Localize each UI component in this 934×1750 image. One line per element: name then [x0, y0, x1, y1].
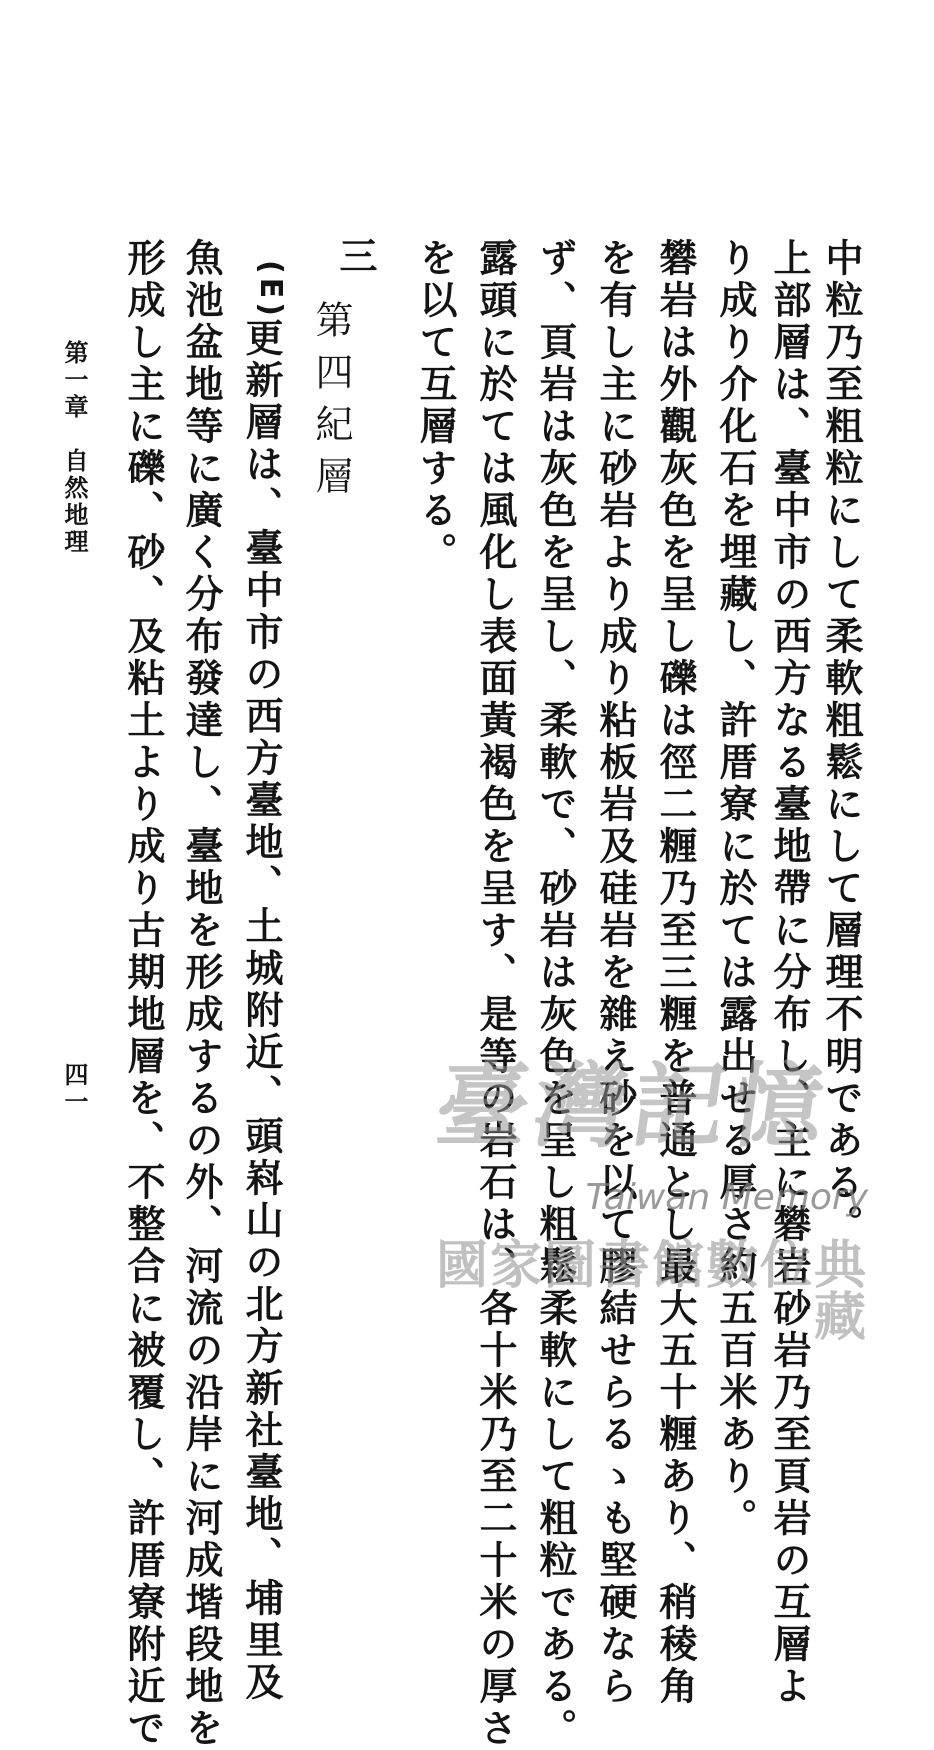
column-text: を有し主に砂岩より成り粘板岩及硅岩を雜え砂を以て膠結せらるゝも堅硬なら	[593, 238, 638, 1708]
text-column-6	[533, 238, 578, 1750]
text-column-2	[767, 238, 812, 1708]
column-text: り成り介化石を埋藏し、許厝寮に於ては露出せる厚さ約五百米あり。	[713, 238, 758, 1540]
text-column-1	[819, 238, 864, 1246]
text-column-5	[593, 238, 638, 1708]
text-column-10	[179, 238, 224, 1750]
text-column-7	[473, 238, 518, 1750]
watermark-logo-text: 臺灣記憶	[429, 1052, 837, 1160]
subsection-marker: (E)	[253, 260, 288, 320]
text-column-11	[121, 238, 166, 1750]
column-text: 魚池盆地等に廣く分布發達し、臺地を形成するの外、河流の沿岸に河成堦段地を	[179, 238, 224, 1750]
column-text: 中粒乃至粗粒にして柔軟粗鬆にして層理不明である。	[819, 238, 864, 1246]
column-text: 礬岩は外觀灰色を呈し礫は徑二糎乃至三糎を普通とし最大五十糎あり、稍稜角	[653, 238, 698, 1708]
running-header: 第一章 自然地理	[60, 340, 88, 556]
column-text: 形成し主に礫、砂、及粘土より成り古期地層を、不整合に被覆し、許厝寮附近で	[121, 238, 166, 1750]
section-number: 三	[333, 236, 378, 278]
watermark-english: Taiwan Memory	[585, 1177, 868, 1218]
term-heading: 上部層	[767, 238, 812, 364]
column-text: 露頭に於ては風化し表面黃褐色を呈す、是等の岩石は、各十米乃至二十米の厚さ	[473, 238, 518, 1750]
section-title: 第四紀層	[309, 300, 353, 508]
column-text: を以て互層する。	[413, 238, 458, 574]
column-text: ず、頁岩は灰色を呈し、柔軟で、砂岩は灰色を呈し粗鬆柔軟にして粗粒である。	[533, 238, 578, 1750]
page-number: 四一	[60, 1062, 88, 1116]
watermark-chinese: 國家圖書館數位典藏	[435, 1236, 868, 1348]
term-heading: 更新層	[239, 318, 284, 444]
column-text: は、臺中市の西方臺地、土城附近、頭嵙山の北方新社臺地、埔里及	[239, 444, 284, 1704]
text-column-9	[239, 318, 284, 1704]
column-text: は、臺中市の西方なる臺地帶に分布し、主に礬岩砂岩乃至頁岩の互層よ	[767, 364, 812, 1708]
text-column-4	[653, 238, 698, 1708]
text-column-3	[713, 238, 758, 1540]
text-column-8	[413, 238, 458, 574]
